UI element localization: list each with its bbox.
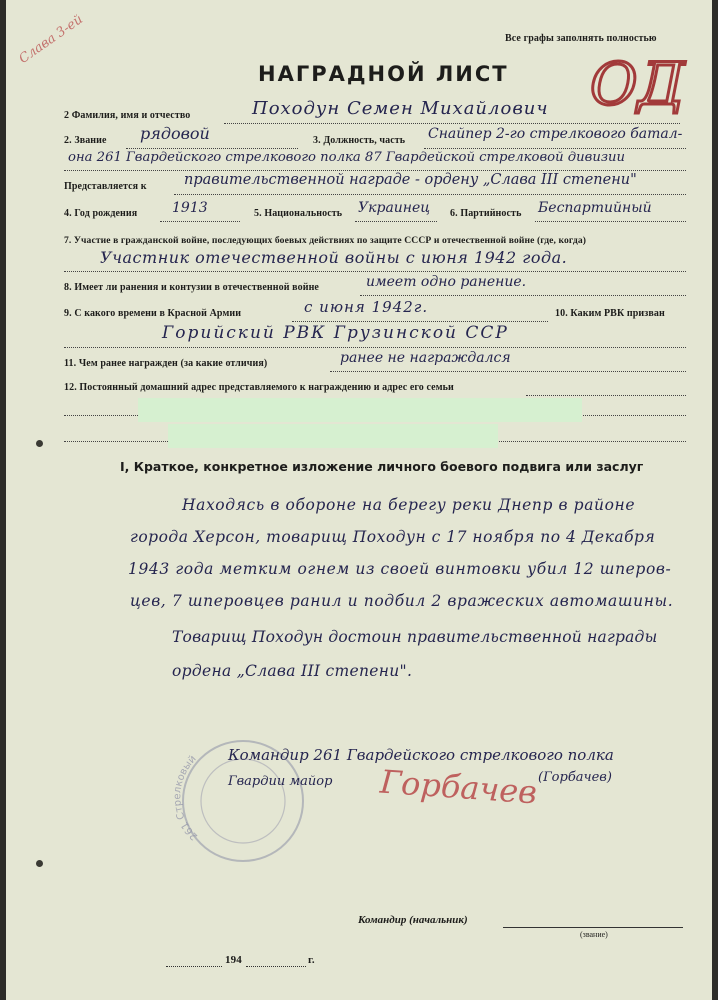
scan-edge-right <box>712 0 718 1000</box>
f9-label: С какого времени в Красной Армии <box>74 308 242 319</box>
narrative-line: города Херсон, товарищ Походун с 17 ноября по 4 Декабря <box>130 528 656 546</box>
f9-line <box>292 321 548 322</box>
page-title: НАГРАДНОЙ ЛИСТ <box>258 62 509 86</box>
field-number: 7. <box>64 235 72 246</box>
stamp-text: 261 Стрелковый <box>172 753 201 842</box>
f10-value: Горийский РВК Грузинской ССР <box>162 323 509 343</box>
f11-line <box>330 371 686 372</box>
date-line <box>166 966 222 967</box>
signature-scrawl: Горбачев <box>378 762 539 812</box>
field-number: 2 <box>64 110 70 121</box>
f7-label: Участие в гражданской войне, последующих боевых действиях по защите СССР и отечественной войне (где, когда) <box>73 235 587 246</box>
f9-value: с июня 1942г. <box>304 298 429 316</box>
field-number: 10. <box>555 308 568 319</box>
f6-value: Беспартийный <box>538 200 652 216</box>
punch-hole <box>36 860 43 867</box>
f8-value: имеет одно ранение. <box>366 274 527 290</box>
punch-hole <box>36 440 43 447</box>
f6-label: Партийность <box>460 208 522 219</box>
signature-line2: Гвардии майор <box>228 774 333 789</box>
f4-label: Год рождения <box>74 208 138 219</box>
commander-label: Командир (начальник) <box>358 914 468 926</box>
commander-line <box>503 927 683 928</box>
f8-line <box>360 295 686 296</box>
f6-line <box>535 221 686 222</box>
presented-label: Представляется к <box>64 181 147 192</box>
field-number: 5. <box>254 208 262 219</box>
f10-label: Каким РВК призван <box>570 308 665 319</box>
f2-line <box>126 148 298 149</box>
field-number: 3. <box>313 135 321 146</box>
top-right-handwriting <box>590 48 700 128</box>
f2-value: рядовой <box>140 124 210 143</box>
f3-value-line2: она 261 Гвардейского стрелкового полка 87 Гвардейской стрелковой дивизии <box>68 150 625 165</box>
narrative-line: Товарищ Походун достоин правительственной награды <box>172 628 658 646</box>
f11-value: ранее не награждался <box>340 350 511 366</box>
date-line-2 <box>246 966 306 967</box>
narrative-line: 1943 года метким огнем из своей винтовки убил 12 шперов- <box>128 560 672 578</box>
f3-line-2 <box>64 170 686 171</box>
f4-value: 1913 <box>172 200 208 216</box>
header-note: Все графы заполнять полностью <box>505 33 657 44</box>
field-number: 2. <box>64 135 72 146</box>
f2-label: Звание <box>74 135 107 146</box>
f1-line <box>224 123 680 124</box>
svg-text:261 Стрелковый <box>172 754 200 842</box>
f12-label: Постоянный домашний адрес представляемого к награждению и адрес его семьи <box>79 382 454 393</box>
field-number: 8. <box>64 282 72 293</box>
f10-line <box>64 347 686 348</box>
f5-value: Украинец <box>358 200 431 216</box>
redaction-box <box>168 424 498 448</box>
field-number: 6. <box>450 208 458 219</box>
redaction-box <box>138 398 582 422</box>
f1-label: Фамилия, имя и отчество <box>71 110 191 121</box>
corner-mark: Слава 3-ей <box>16 12 86 67</box>
year-prefix: 194 <box>225 954 242 966</box>
rank-label: (звание) <box>580 930 608 939</box>
year-suffix: г. <box>308 954 315 966</box>
narrative-line: ордена „Слава III степени". <box>172 662 413 680</box>
section-title: I, Краткое, конкретное изложение личного боевого подвига или заслуг <box>120 459 644 474</box>
f7-value: Участник отечественной войны с июня 1942 года. <box>100 248 568 267</box>
f3-label: Должность, часть <box>323 135 406 146</box>
field-number: 12. <box>64 382 77 393</box>
narrative-line: цев, 7 шперовцев ранил и подбил 2 вражеских автомашины. <box>130 592 674 610</box>
top-right-mark: ОД <box>590 50 685 118</box>
field-number: 4. <box>64 208 72 219</box>
field-number: 11. <box>64 358 77 369</box>
f3-line <box>424 148 686 149</box>
f11-label: Чем ранее награжден (за какие отличия) <box>78 358 268 369</box>
narrative-line: Находясь в обороне на берегу реки Днепр в районе <box>182 496 636 514</box>
f5-line <box>355 221 437 222</box>
f4-line <box>160 221 240 222</box>
f5-label: Национальность <box>264 208 343 219</box>
f1-value: Походун Семен Михайлович <box>252 98 549 119</box>
f3-value-line1: Снайпер 2-го стрелкового батал- <box>428 126 683 142</box>
f7-line <box>64 271 686 272</box>
presented-value: правительственной награде - ордену „Слава III степени" <box>184 172 637 188</box>
f8-label: Имеет ли ранения и контузии в отечественной войне <box>74 282 319 293</box>
field-number: 9. <box>64 308 72 319</box>
scan-edge-left <box>0 0 6 1000</box>
signature-name: (Горбачев) <box>538 770 612 785</box>
presented-line <box>174 194 686 195</box>
signature-line1: Командир 261 Гвардейского стрелкового полка <box>228 746 614 764</box>
f12-line <box>526 395 686 396</box>
